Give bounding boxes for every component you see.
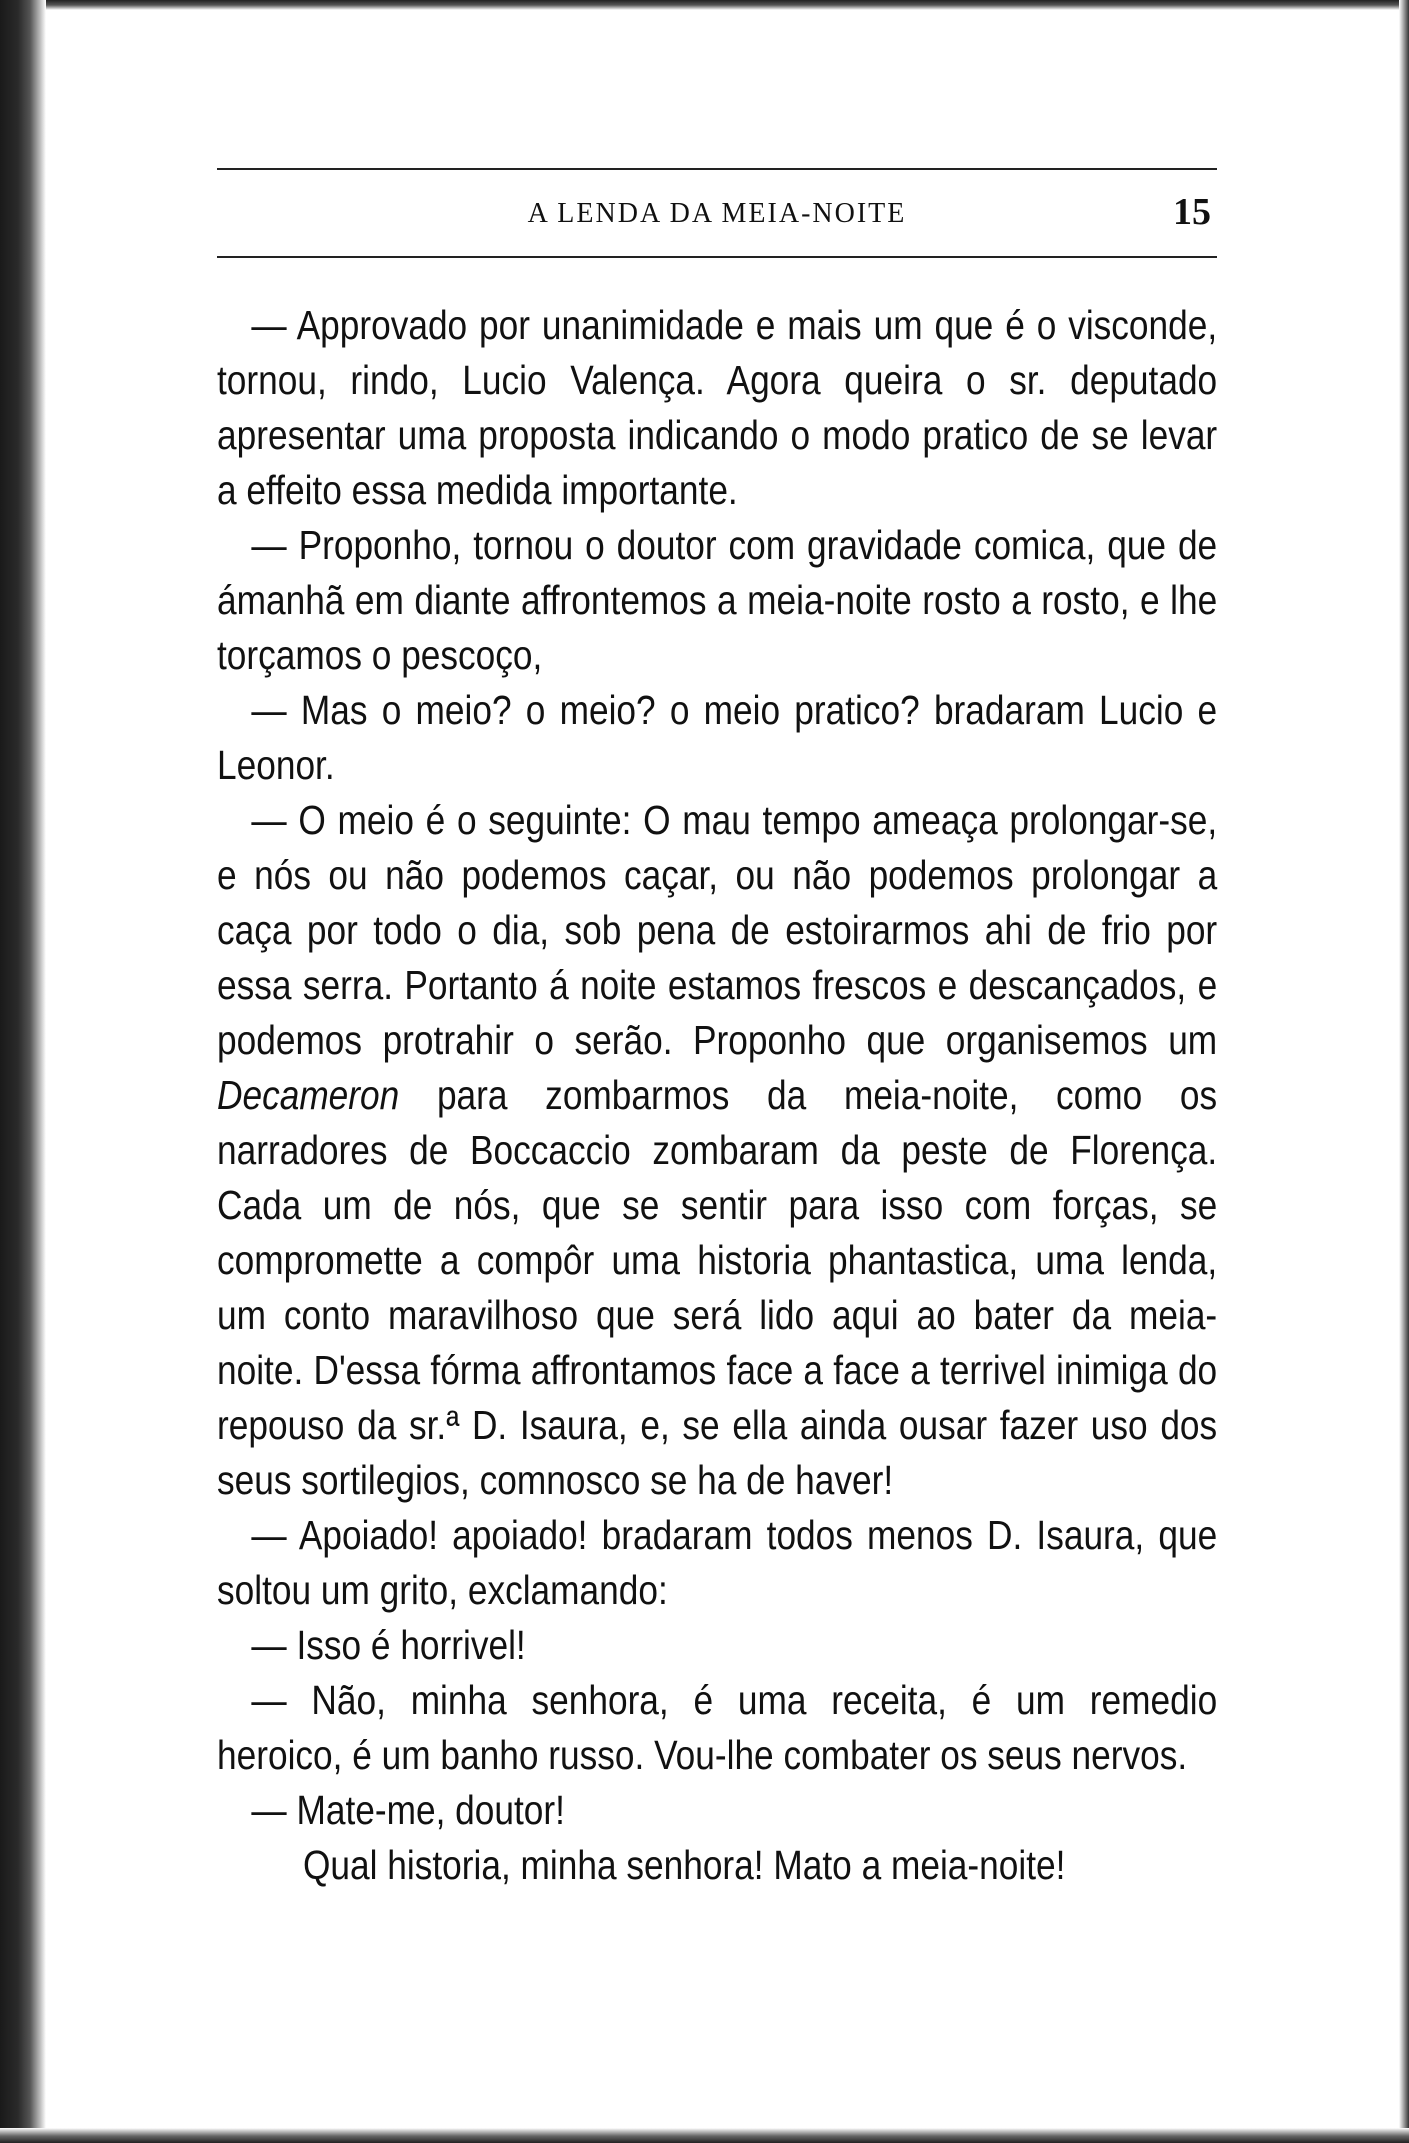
scan-top-edge [0,0,1409,10]
paragraph-o-meio-part1: — O meio é o seguinte: O mau tempo ameaça prolongar-se, e nós ou não podemos caçar, ou não podemos prolongar a caça por todo o dia, sob pena de estoirarmos ahi de frio por essa serra. Portanto á noite estamos frescos e descançados, e podemos protrahir o serão. Proponho que organisemos um [217,797,1218,1063]
running-header [217,168,1217,258]
decameron-title: Decameron [217,1072,400,1118]
paragraph-nao-minha-senhora: — Não, minha senhora, é uma receita, é um remedio heroico, é um banho russo. Vou-lhe combater os seus nervos. [217,1677,1218,1778]
paragraph-mas-o-meio: — Mas o meio? o meio? o meio pratico? bradaram Lucio e Leonor. [217,687,1218,788]
paragraph-isso-horrivel: — Isso é horrivel! [251,1622,526,1668]
paragraph-qual-historia: Qual historia, minha senhora! Mato a meia-noite! [303,1842,1066,1888]
body-text [217,298,1217,1893]
paragraph-proponho: — Proponho, tornou o doutor com gravidade comica, que de ámanhã em diante affrontemos a meia-noite rosto a rosto, e lhe torçamos o pescoço, [217,522,1218,678]
paragraph-o-meio-part2: para zombarmos da meia-noite, como os narradores de Boccaccio zombaram da peste de Florença. Cada um de nós, que se sentir para isso com forças, se compromette a compôr uma historia phantastica, uma lenda, um conto maravilhoso que será lido aqui ao bater da meia-noite. D'essa fórma affrontamos face a face a terrivel inimiga do repouso da sr.ª D. Isaura, e, se ella ainda ousar fazer uso dos seus sortilegios, comnosco se ha de haver! [217,1072,1218,1503]
scan-bottom-edge [0,2128,1409,2143]
header-title: A LENDA DA MEIA-NOITE [527,198,907,229]
scan-left-edge [0,0,46,2143]
scan-right-edge [1399,0,1409,2143]
paragraph-approvado: — Approvado por unanimidade e mais um que é o visconde, tornou, rindo, Lucio Valença. Agora queira o sr. deputado apresentar uma proposta indicando o modo pratico de se levar a effeito essa medida importante. [217,302,1218,513]
paragraph-apoiado: — Apoiado! apoiado! bradaram todos menos D. Isaura, que soltou um grito, exclamando: [217,1512,1218,1613]
paragraph-o-meio [217,793,1217,1508]
paragraph-mate-me: — Mate-me, doutor! [251,1787,565,1833]
page-number: 15 [1173,191,1211,233]
